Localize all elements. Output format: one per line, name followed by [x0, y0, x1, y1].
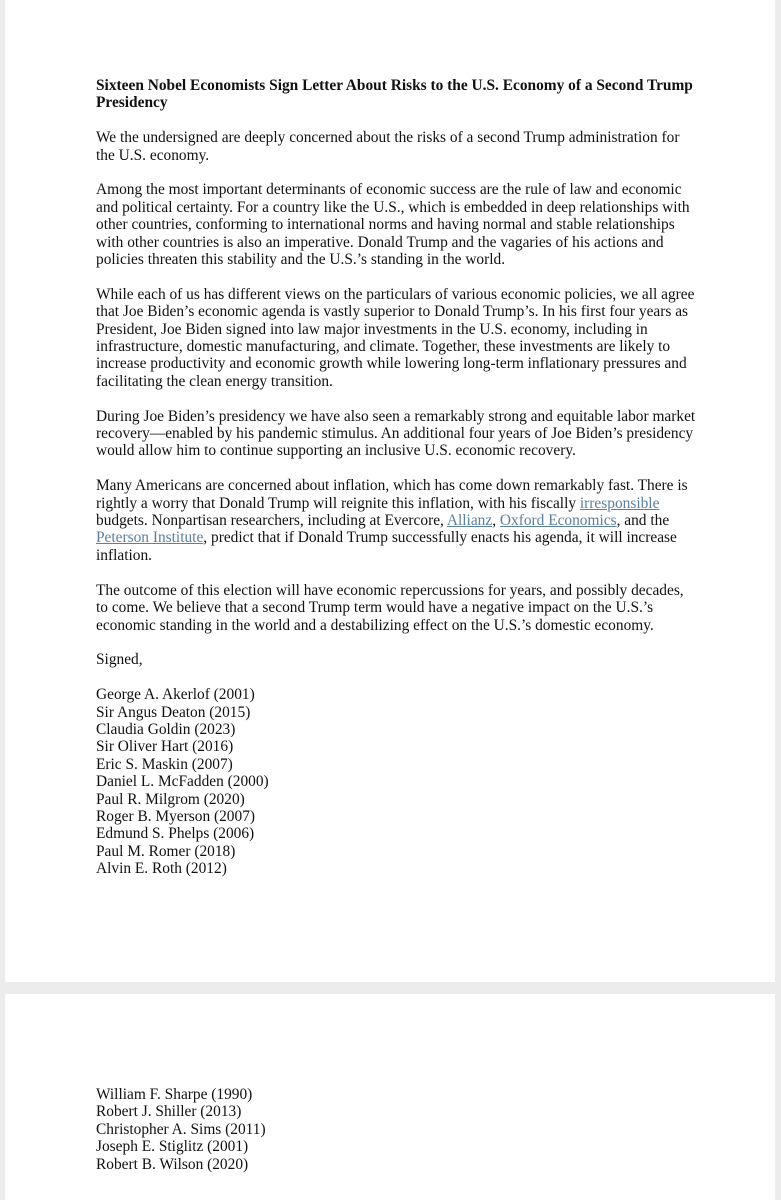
paragraph-5-text-c: ,	[492, 512, 500, 530]
signatory: Christopher A. Sims (2011)	[96, 1120, 266, 1138]
letter-body	[96, 77, 696, 878]
link-peterson-institute[interactable]: Peterson Institute	[96, 529, 204, 547]
signatory: William F. Sharpe (1990)	[96, 1086, 253, 1103]
paragraph-6: The outcome of this election will have economic repercussions for years, and possibly decades, to come. We believe that a second Trump term would have a negative impact on the U.S.’s economic standing in the world and a destabilizing effect on the U.S.’s domestic economy.	[96, 581, 684, 634]
paragraph-3: While each of us has different views on the particulars of various economic policies, we all agree that Joe Biden’s economic agenda is vastly superior to Donald Trump’s. In his first four years as President, Joe Biden signed into law major investments in the U.S. economy, including in infrastructure, domestic manufacturing, and climate. Together, these investments are likely to increase productivity and economic growth while lowering long-term inflationary pressures and facilitating the clean energy transition.	[96, 285, 695, 390]
document-page-2	[5, 994, 775, 1200]
signatory-list-page-2	[96, 1086, 696, 1173]
paragraph-5-text-e: , predict that if Donald Trump successfully enacts his agenda, it will increase inflation.	[96, 529, 677, 564]
link-oxford-economics[interactable]: Oxford Economics	[499, 512, 617, 530]
paragraph-5-text-a: Many Americans are concerned about inflation, which has come down remarkably fast. There is rightly a worry that Donald Trump will reignite this inflation, with his fiscally	[96, 477, 688, 512]
signatory-list-page-1	[96, 686, 696, 877]
signatory: Joseph E. Stiglitz (2001)	[96, 1138, 249, 1156]
signatory: Alvin E. Roth (2012)	[96, 860, 227, 878]
paragraph-5-text-b: budgets. Nonpartisan researchers, including at Evercore,	[96, 512, 447, 530]
link-allianz[interactable]: Allianz	[446, 512, 493, 530]
signatory: George A. Akerlof (2001)	[96, 686, 255, 704]
letter-title: Sixteen Nobel Economists Sign Letter About Risks to the U.S. Economy of a Second Trump Presidency	[96, 77, 693, 112]
paragraph-4: During Joe Biden’s presidency we have also seen a remarkably strong and equitable labor market recovery—enabled by his pandemic stimulus. An additional four years of Joe Biden’s presidency would allow him to continue supporting an inclusive U.S. economic recovery.	[96, 407, 696, 460]
paragraph-5	[96, 477, 696, 564]
signatory: Eric S. Maskin (2007)	[96, 755, 233, 773]
signatory: Paul M. Romer (2018)	[96, 842, 236, 860]
paragraph-2: Among the most important determinants of economic success are the rule of law and economic and political certainty. For a country like the U.S., which is embedded in deep relationships with other countries, conforming to international norms and having normal and stable relationships with other countries is also an imperative. Donald Trump and the vagaries of his actions and policies threaten this stability and the U.S.’s standing in the world.	[96, 181, 690, 269]
document-page-1	[5, 0, 775, 982]
signatory: Paul R. Milgrom (2020)	[96, 790, 245, 808]
signatory: Robert J. Shiller (2013)	[96, 1103, 242, 1121]
signatory: Robert B. Wilson (2020)	[96, 1155, 249, 1173]
signatory: Roger B. Myerson (2007)	[96, 807, 256, 825]
signatory: Daniel L. McFadden (2000)	[96, 773, 269, 791]
signatory: Edmund S. Phelps (2006)	[96, 825, 255, 843]
signatory: Claudia Goldin (2023)	[96, 720, 236, 738]
signed-label: Signed,	[96, 651, 143, 669]
signatory: Sir Angus Deaton (2015)	[96, 703, 251, 721]
paragraph-5-text-d: , and the	[616, 512, 670, 530]
paragraph-1: We the undersigned are deeply concerned about the risks of a second Trump administration for the U.S. economy.	[96, 129, 680, 164]
link-irresponsible[interactable]: irresponsible	[579, 494, 660, 512]
signatory: Sir Oliver Hart (2016)	[96, 738, 234, 756]
letter-body-continued	[96, 1086, 696, 1173]
